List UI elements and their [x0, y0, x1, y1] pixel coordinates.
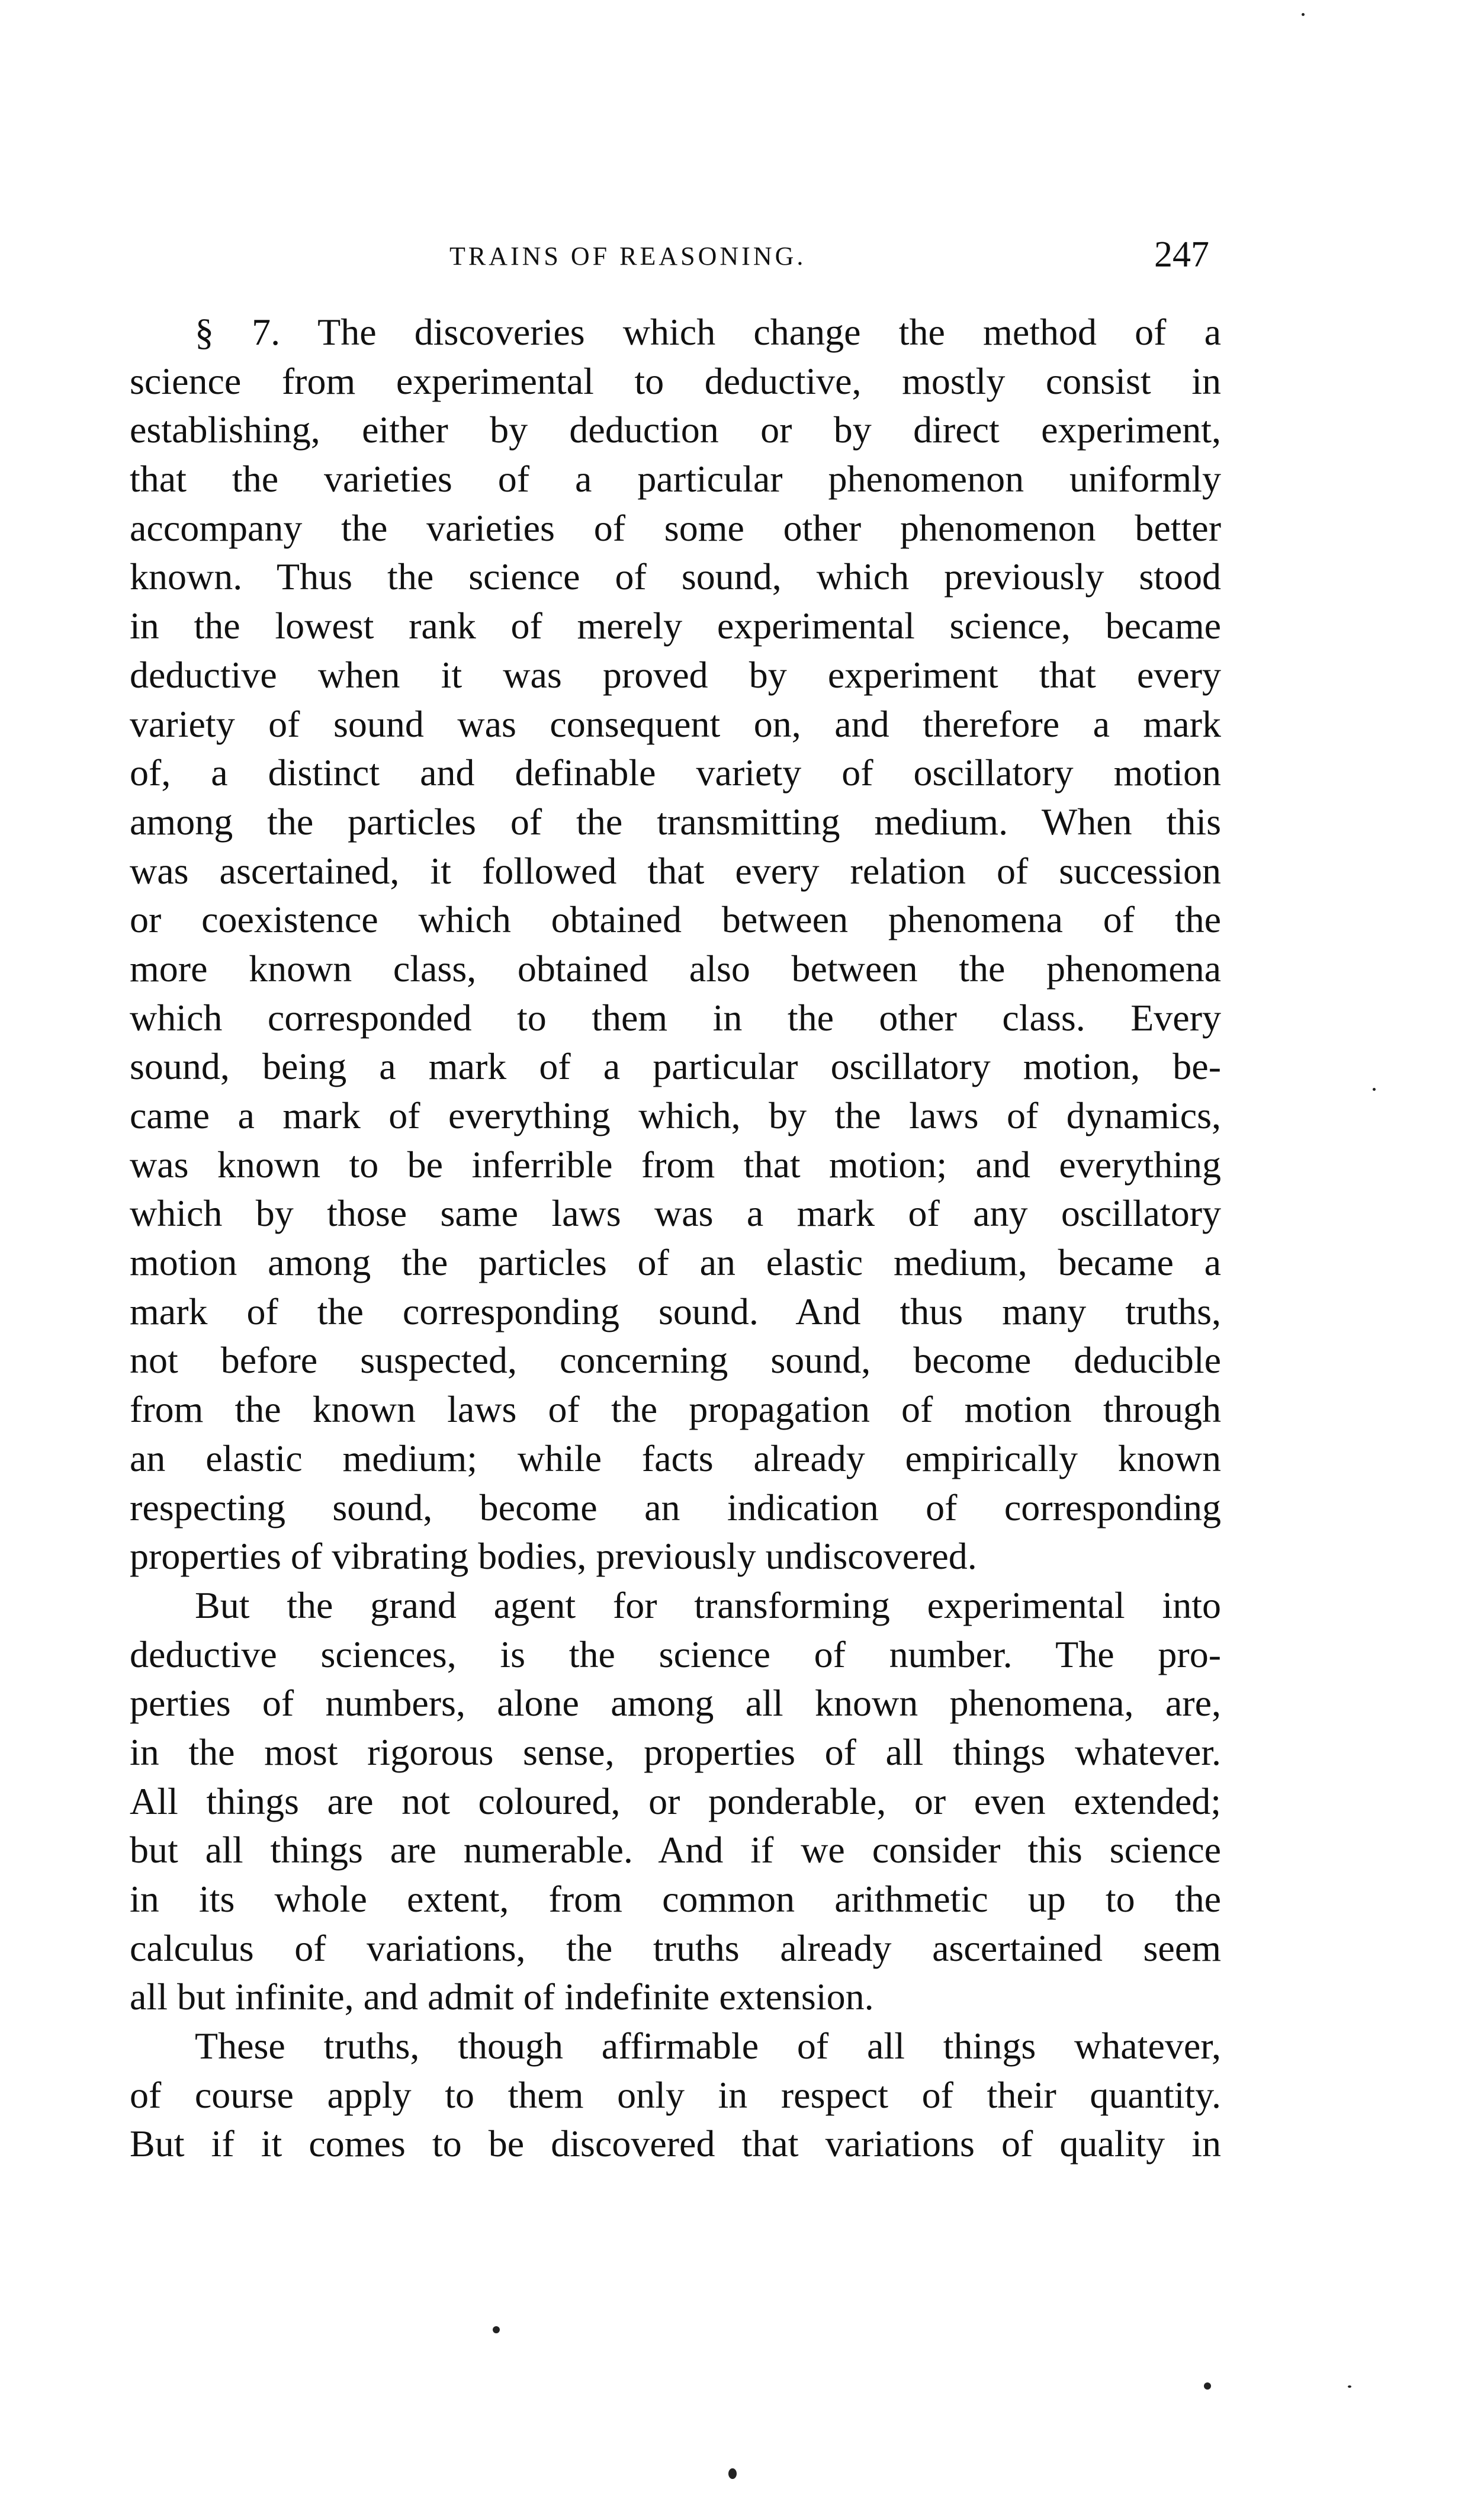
text-line: But the grand agent for transforming experimental into: [195, 1584, 1221, 1626]
paragraph-these-truths: [130, 2022, 1221, 2169]
text-line: in the most rigorous sense, properties of all things whatever.: [130, 1730, 1221, 1773]
page-number: 247: [1154, 235, 1209, 275]
text-line: which by those same laws was a mark of any oscillatory: [130, 1192, 1221, 1235]
text-line: science from experimental to deductive, mostly consist in: [130, 359, 1221, 402]
text-line: properties of vibrating bodies, previously undiscovered.: [130, 1535, 977, 1578]
text-line: which corresponded to them in the other class. Every: [130, 996, 1221, 1039]
scan-speck: [1373, 1088, 1376, 1091]
text-line: but all things are numerable. And if we consider this science: [130, 1829, 1221, 1871]
scan-speck: [1348, 2385, 1351, 2388]
text-line: deductive sciences, is the science of number. The pro-: [130, 1633, 1221, 1675]
text-line: These truths, though affirmable of all things whatever,: [195, 2025, 1221, 2067]
running-title: TRAINS OF REASONING.: [449, 242, 807, 271]
text-line: in the lowest rank of merely experimental science, became: [130, 605, 1221, 647]
paragraph-section-7: [130, 308, 1221, 1581]
text-line: deductive when it was proved by experiment that every: [130, 653, 1221, 696]
paragraph-number-science: [130, 1581, 1221, 2022]
text-line: sound, being a mark of a particular oscillatory motion, be-: [130, 1045, 1221, 1088]
text-line: motion among the particles of an elastic medium, became a: [130, 1241, 1221, 1284]
text-line: § 7. The discoveries which change the method of a: [195, 311, 1221, 353]
text-line: from the known laws of the propagation of motion through: [130, 1388, 1221, 1431]
text-line: all but infinite, and admit of indefinite extension.: [130, 1976, 874, 2018]
text-line: of, a distinct and definable variety of oscillatory motion: [130, 752, 1221, 794]
text-line: variety of sound was consequent on, and therefore a mark: [130, 702, 1221, 745]
text-line: that the varieties of a particular phenomenon uniformly: [130, 458, 1221, 500]
scan-speck: [728, 2468, 737, 2479]
text-line: of course apply to them only in respect of their quantity.: [130, 2073, 1221, 2116]
text-line: calculus of variations, the truths already ascertained seem: [130, 1926, 1221, 1969]
body-text: [130, 308, 1221, 2169]
text-line: not before suspected, concerning sound, become deducible: [130, 1339, 1221, 1382]
text-line: or coexistence which obtained between phenomena of the: [130, 898, 1221, 941]
text-line: in its whole extent, from common arithmetic up to the: [130, 1878, 1221, 1920]
text-line: an elastic medium; while facts already empirically known: [130, 1437, 1221, 1479]
scan-speck: [1204, 2382, 1211, 2390]
text-line: establishing, either by deduction or by direct experiment,: [130, 409, 1221, 451]
text-line: was known to be inferrible from that motion; and everything: [130, 1143, 1221, 1186]
text-line: perties of numbers, alone among all known phenomena, are,: [130, 1682, 1221, 1725]
text-line: respecting sound, become an indication of corresponding: [130, 1486, 1221, 1528]
running-header: [130, 234, 1221, 281]
text-line: But if it comes to be discovered that variations of quality in: [130, 2122, 1221, 2165]
text-line: came a mark of everything which, by the laws of dynamics,: [130, 1094, 1221, 1136]
text-line: All things are not coloured, or ponderable, or even extended;: [130, 1780, 1221, 1822]
text-line: among the particles of the transmitting medium. When this: [130, 800, 1221, 843]
text-line: mark of the corresponding sound. And thus many truths,: [130, 1290, 1221, 1332]
text-line: more known class, obtained also between the phenomena: [130, 947, 1221, 990]
scan-speck: [493, 2326, 500, 2333]
text-line: accompany the varieties of some other phenomenon better: [130, 506, 1221, 549]
text-line: was ascertained, it followed that every relation of succession: [130, 849, 1221, 892]
text-line: known. Thus the science of sound, which previously stood: [130, 555, 1221, 598]
scan-speck: [1302, 13, 1305, 16]
